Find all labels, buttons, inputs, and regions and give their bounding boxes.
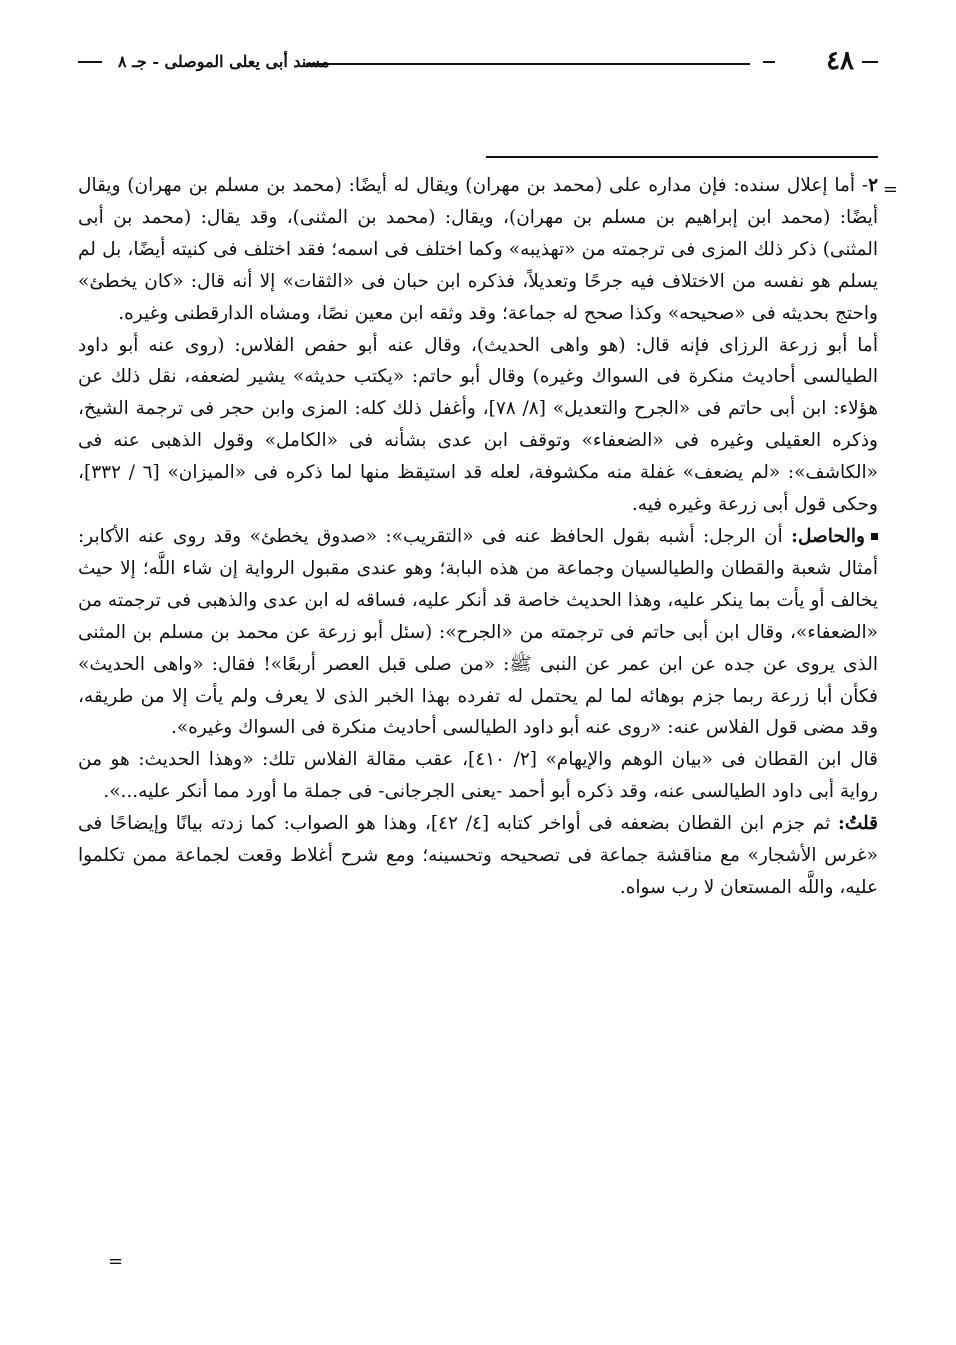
continuation-marker-start: = bbox=[882, 179, 898, 200]
paragraph-author-note bbox=[78, 808, 878, 904]
paragraph-isnad bbox=[78, 170, 878, 330]
note-number: ٢ bbox=[868, 175, 878, 196]
paragraph-abu-zura bbox=[78, 330, 878, 521]
paragraph-conclusion bbox=[78, 521, 878, 744]
page-number: ٤٨ bbox=[826, 46, 854, 76]
paragraph-text: أن الرجل: أشبه بقول الحافظ عنه فى «التقريب»: «صدوق يخطئ» وقد روى عنه الأكابر: أمثال شعبة والقطان والطيالسيان وجماعة من هذه البابة؛ وهو عندى مقبول الرواية إن شاء اللَّه؛ إلا حيث يخالف أو يأت بما ينكر عليه، وهذا الحديث خاصة قد أنكر عليه، فساقه له ابن عدى والذهبى فى ترجمته من «الضعفاء»، وقال ابن أبى حاتم فى ترجمته من «الجرح»: (سئل أبو زرعة عن محمد بن مسلم بن المثنى الذى يروى عن جده عن ابن عمر عن النبى ﷺ: «من صلى قبل العصر أربعًا»! فقال: «واهى الحديث» فكأن أبا زرعة ربما جزم بوهائه لما لم يحتمل له تفرده بهذا الخبر الذى لا يعرف ولم يأت إلا من طريقه، وقد مضى قول الفلاس عنه: «روى عنه أبو داود الطيالسى أحاديث منكرة فى السواك وغيره». bbox=[78, 525, 878, 739]
header-dash bbox=[862, 61, 878, 63]
header-rule bbox=[306, 63, 750, 65]
paragraph-text: - أما إعلال سنده: فإن مداره على (محمد بن مهران) ويقال له أيضًا: (محمد بن مسلم بن مهران) ويقال أيضًا: (محمد ابن إبراهيم بن مسلم بن مهران)، ويقال: (محمد بن المثنى)، وقد يقال: (محمد بن أبى المثنى) ذكر ذلك المزى فى ترجمته من «تهذيبه» وكما اختلف فى اسمه؛ فقد اختلف فى كنيته أيضًا، بل لم يسلم هو نفسه من الاختلاف فيه جرحًا وتعديلاً، فذكره ابن حبان فى «الثقات» إلا أنه قال: «كان يخطئ» واحتج بحديثه فى «صحيحه» وكذا صحح له جماعة؛ وقد وثقه ابن معين نصًا، ومشاه الدارقطنى وغيره. bbox=[78, 175, 878, 324]
square-bullet-icon bbox=[871, 533, 878, 540]
header-dash bbox=[78, 61, 102, 63]
paragraph-text: أما أبو زرعة الرزاى فإنه قال: (هو واهى الحديث)، وقال عنه أبو حفص الفلاس: (روى عنه أبو داود الطيالسى أحاديث منكرة فى السواك وغيره) وقال أبو حاتم: «يكتب حديثه» يشير لضعفه، نقل ذلك عن هؤلاء: ابن أبى حاتم فى «الجرح والتعديل» [٨/ ٧٨]، وأغفل ذلك كله: المزى وابن حجر فى ترجمة الشيخ، وذكره العقيلى وغيره فى «الضعفاء» وتوقف ابن عدى بشأنه فى «الكامل» وقول الذهبى عنه فى «الكاشف»: «لم يضعف» غفلة منه مكشوفة، لعله قد استيقظ منها لما ذكره فى «الميزان» [٦ / ٣٣٢]، وحكى قول أبى زرعة وغيره فيه. bbox=[78, 334, 878, 516]
paragraph-text: ثم جزم ابن القطان بضعفه فى أواخر كتابه [٤/ ٤٢]، وهذا هو الصواب: كما زدته بيانًا وإيضاحًا فى «غرس الأشجار» مع مناقشة جماعة فى تصحيحه وتحسينه؛ ومع شرح أغلاط وقعت لجماعة ممن تكلموا عليه، واللَّه المستعان لا رب سواه. bbox=[78, 813, 878, 898]
footnote-body bbox=[78, 170, 878, 904]
header-dash bbox=[763, 61, 775, 63]
paragraph-lead: والحاصل: bbox=[791, 525, 865, 547]
paragraph-ibn-qattan bbox=[78, 744, 878, 808]
book-title: مسند أبى يعلى الموصلى - جـ ٨ bbox=[118, 52, 330, 71]
footnote-separator bbox=[486, 156, 878, 158]
paragraph-text: قال ابن القطان فى «بيان الوهم والإيهام» [٢/ ٤١٠]، عقب مقالة الفلاس تلك: «وهذا الحديث: هو من رواية أبى داود الطيالسى عنه، وقد ذكره أبو أحمد -يعنى الجرجانى- فى جملة ما أورد مما أنكر عليه...». bbox=[78, 749, 878, 803]
running-header bbox=[78, 44, 878, 80]
paragraph-lead: قلتُ: bbox=[838, 813, 878, 835]
continuation-marker-end: = bbox=[108, 1251, 124, 1272]
